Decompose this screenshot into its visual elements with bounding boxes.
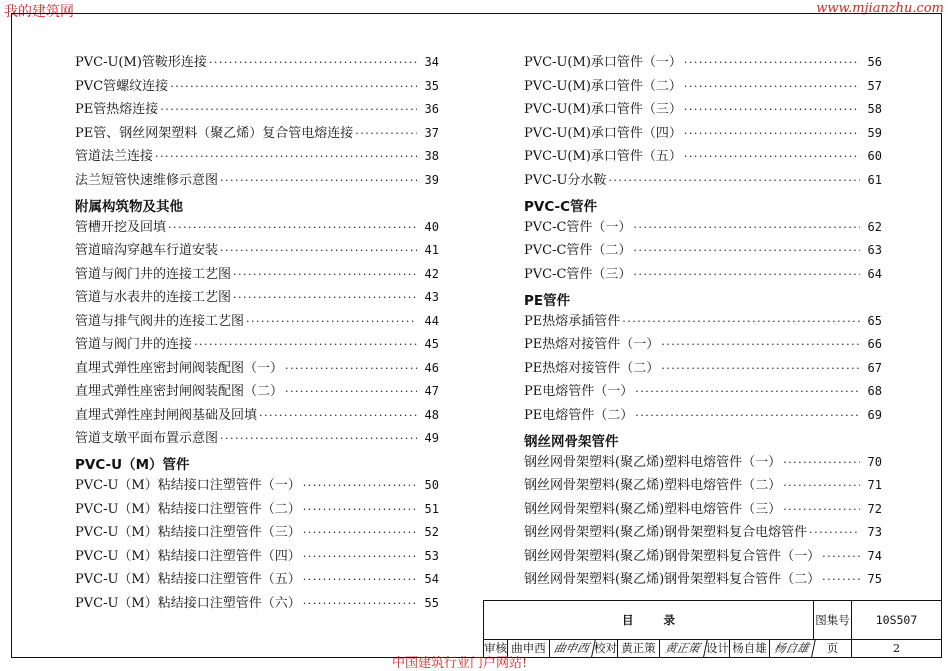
toc-entry xyxy=(524,122,882,146)
toc-dot-leader xyxy=(783,452,860,466)
toc-entry-title: 钢丝网骨架塑料(聚乙烯)塑料电熔管件（一） xyxy=(524,454,782,470)
toc-entry xyxy=(524,216,882,240)
toc-entry-page: 64 xyxy=(867,266,882,281)
toc-entry xyxy=(75,51,439,75)
toc-entry xyxy=(524,451,882,475)
toc-dot-leader xyxy=(168,217,417,231)
toc-dot-leader xyxy=(303,475,417,489)
reviewer-label: 审核 xyxy=(484,641,507,655)
toc-entry-page: 40 xyxy=(424,219,439,234)
toc-entry xyxy=(524,98,882,122)
toc-entry xyxy=(524,404,882,428)
toc-dot-leader xyxy=(220,240,417,254)
toc-entry xyxy=(524,498,882,522)
toc-dot-leader xyxy=(259,405,417,419)
toc-entry-title: PVC-U(M)承口管件（二） xyxy=(524,78,682,94)
toc-entry-page: 74 xyxy=(867,548,882,563)
toc-entry-page: 42 xyxy=(424,266,439,281)
toc-entry-page: 36 xyxy=(424,102,439,116)
toc-entry xyxy=(524,145,882,169)
toc-entry-title: 管道与水表井的连接工艺图 xyxy=(75,290,232,305)
toc-entry xyxy=(75,145,439,169)
toc-entry-page: 34 xyxy=(424,55,439,69)
title-block-title: 目录 xyxy=(484,601,814,639)
toc-entry xyxy=(524,521,882,545)
toc-dot-leader xyxy=(783,475,860,489)
toc-dot-leader xyxy=(684,76,860,90)
toc-entry-page: 50 xyxy=(424,478,439,492)
toc-dot-leader xyxy=(233,287,417,301)
toc-entry xyxy=(524,474,882,498)
toc-entry-page: 41 xyxy=(424,243,439,257)
toc-dot-leader xyxy=(160,99,417,113)
toc-section-heading: PE管件 xyxy=(524,292,571,309)
toc-dot-leader xyxy=(303,499,417,513)
toc-entry-title: PVC-U（M）粘结接口注塑管件（四） xyxy=(75,548,301,564)
toc-entry-title: 钢丝网骨架塑料(聚乙烯)塑料电熔管件（三） xyxy=(524,501,782,517)
toc-entry-page: 37 xyxy=(424,125,439,140)
toc-entry-title: PVC-U（M）粘结接口注塑管件（一） xyxy=(75,478,301,493)
toc-dot-leader xyxy=(684,52,860,66)
toc-dot-leader xyxy=(194,334,417,348)
toc-entry-title: PVC-U（M）粘结接口注塑管件（二） xyxy=(75,501,301,517)
toc-entry-title: 法兰短管快速维修示意图 xyxy=(75,172,219,188)
toc-entry-page: 63 xyxy=(867,243,882,257)
toc-dot-leader xyxy=(608,170,860,184)
toc-dot-leader xyxy=(661,358,860,372)
toc-dot-leader xyxy=(822,546,860,560)
toc-entry-title: PE热熔对接管件（二） xyxy=(524,360,660,376)
toc-dot-leader xyxy=(303,569,417,583)
toc-dot-leader xyxy=(622,311,860,325)
toc-entry xyxy=(75,380,439,404)
toc-entry xyxy=(75,521,439,545)
toc-dot-leader xyxy=(303,593,417,607)
toc-entry-page: 48 xyxy=(424,407,439,422)
toc-entry xyxy=(75,286,439,310)
toc-dot-leader xyxy=(285,381,417,395)
toc-entry-page: 66 xyxy=(867,337,882,351)
toc-dot-leader xyxy=(635,381,860,395)
toc-entry-title: PE电熔管件（一） xyxy=(524,384,634,399)
watermark-top-left: 我的建筑网 xyxy=(4,4,74,20)
toc-dot-leader xyxy=(684,123,860,137)
toc-entry xyxy=(75,545,439,569)
toc-dot-leader xyxy=(246,311,417,325)
toc-entry xyxy=(75,427,439,451)
toc-entry xyxy=(75,474,439,498)
toc-entry xyxy=(75,169,439,193)
toc-dot-leader xyxy=(170,76,417,90)
toc-entry xyxy=(75,568,439,592)
toc-dot-leader xyxy=(233,264,417,278)
toc-entry-page: 73 xyxy=(867,525,882,539)
toc-entry-title: 钢丝网骨架塑料(聚乙烯)塑料电熔管件（二） xyxy=(524,478,782,493)
toc-section-heading: 钢丝网骨架管件 xyxy=(524,433,619,450)
reviewer-name: 曲申西 xyxy=(508,639,550,657)
toc-entry-title: 管道暗沟穿越车行道安装 xyxy=(75,243,219,258)
toc-entry-title: PE管热熔连接 xyxy=(75,102,159,117)
toc-section-heading: PVC-U（M）管件 xyxy=(75,457,190,473)
toc-entry-page: 43 xyxy=(424,290,439,304)
toc-entry-page: 56 xyxy=(867,55,882,69)
toc-entry xyxy=(75,592,439,616)
toc-entry-title: 直埋式弹性座密封闸阀装配图（二） xyxy=(75,384,284,399)
toc-entry xyxy=(524,380,882,404)
toc-entry-page: 52 xyxy=(424,525,439,539)
toc-entry-page: 55 xyxy=(424,595,439,610)
toc-entry-page: 51 xyxy=(424,501,439,516)
toc-entry-page: 68 xyxy=(867,384,882,398)
toc-dot-leader xyxy=(633,217,860,231)
toc-entry xyxy=(75,122,439,146)
toc-entry-title: PE热熔承插管件 xyxy=(524,313,621,329)
toc-entry xyxy=(524,51,882,75)
toc-entry-page: 35 xyxy=(424,78,439,93)
checker-name: 黄正策 xyxy=(618,639,660,657)
toc-entry-page: 70 xyxy=(867,454,882,469)
toc-entry-page: 47 xyxy=(424,384,439,398)
toc-entry-page: 57 xyxy=(867,78,882,93)
reviewer-signature: 曲申西 xyxy=(548,639,596,657)
toc-entry xyxy=(75,310,439,334)
toc-section-heading: PVC-C管件 xyxy=(524,198,598,215)
toc-entry-title: PVC-U（M）粘结接口注塑管件（三） xyxy=(75,525,301,540)
toc-entry xyxy=(75,98,439,122)
toc-entry-page: 59 xyxy=(867,125,882,140)
toc-entry-title: PVC-U(M)管鞍形连接 xyxy=(75,55,207,70)
toc-entry xyxy=(75,263,439,287)
toc-right-column xyxy=(524,51,882,592)
toc-dot-leader xyxy=(684,146,860,160)
toc-dot-leader xyxy=(633,264,860,278)
toc-dot-leader xyxy=(155,146,417,160)
toc-entry-page: 71 xyxy=(867,478,882,492)
toc-entry-title: 管槽开挖及回填 xyxy=(75,219,167,235)
toc-entry-title: PVC-U（M）粘结接口注塑管件（五） xyxy=(75,572,301,587)
watermark-bottom: 中国建筑行业门户网站! xyxy=(392,656,528,671)
toc-entry-title: PVC-U(M)承口管件（五） xyxy=(524,149,682,164)
toc-entry-title: PE热熔对接管件（一） xyxy=(524,337,660,352)
watermark-top-right: www.mjianzhu.com xyxy=(816,1,944,16)
toc-dot-leader xyxy=(822,569,860,583)
checker-label: 校对 xyxy=(594,641,617,655)
page-number: 2 xyxy=(892,641,901,655)
toc-entry-title: PVC-U(M)承口管件（一） xyxy=(524,55,682,70)
toc-entry-title: PE管、钢丝网架塑料（聚乙烯）复合管电熔连接 xyxy=(75,125,354,141)
toc-entry xyxy=(524,239,882,263)
toc-entry xyxy=(75,216,439,240)
toc-entry xyxy=(524,568,882,592)
set-number-label: 图集号 xyxy=(814,601,852,639)
toc-entry-page: 38 xyxy=(424,149,439,163)
toc-entry-title: 管道与阀门井的连接工艺图 xyxy=(75,266,232,282)
checker-signature: 黄正策 xyxy=(658,639,708,657)
designer-signature: 杨自雄 xyxy=(768,639,816,657)
toc-entry-page: 49 xyxy=(424,431,439,445)
toc-entry-page: 62 xyxy=(867,219,882,234)
toc-entry-title: 直埋式弹性座密封闸阀装配图（一） xyxy=(75,360,284,376)
toc-entry-title: PVC-U（M）粘结接口注塑管件（六） xyxy=(75,595,301,611)
toc-entry-page: 75 xyxy=(867,572,882,586)
toc-entry xyxy=(75,404,439,428)
toc-entry-page: 58 xyxy=(867,102,882,116)
toc-entry xyxy=(524,263,882,287)
toc-dot-leader xyxy=(303,546,417,560)
toc-entry-title: 钢丝网骨架塑料(聚乙烯)钢骨架塑料复合管件（二） xyxy=(524,572,821,587)
toc-entry-title: 钢丝网骨架塑料(聚乙烯)钢骨架塑料复合管件（一） xyxy=(524,548,821,564)
toc-entry xyxy=(524,333,882,357)
toc-entry-title: PVC-U(M)承口管件（四） xyxy=(524,125,682,141)
toc-dot-leader xyxy=(684,99,860,113)
toc-entry-title: 钢丝网骨架塑料(聚乙烯)钢骨架塑料复合电熔管件 xyxy=(524,525,808,540)
toc-dot-leader xyxy=(661,334,860,348)
toc-entry-title: PVC管螺纹连接 xyxy=(75,78,169,94)
toc-dot-leader xyxy=(355,123,417,137)
toc-entry xyxy=(524,357,882,381)
toc-dot-leader xyxy=(220,428,417,442)
title-block xyxy=(483,600,942,658)
toc-entry-title: 管道法兰连接 xyxy=(75,149,154,164)
toc-entry-page: 54 xyxy=(424,572,439,586)
toc-entry-title: 管道与阀门井的连接 xyxy=(75,337,193,352)
toc-dot-leader xyxy=(220,170,417,184)
toc-entry-page: 67 xyxy=(867,360,882,375)
designer-name: 杨自雄 xyxy=(730,639,770,657)
toc-entry-title: 直埋式弹性座封闸阀基础及回填 xyxy=(75,407,258,423)
toc-entry-page: 46 xyxy=(424,360,439,375)
toc-entry-page: 69 xyxy=(867,407,882,422)
toc-dot-leader xyxy=(809,522,860,536)
toc-entry xyxy=(75,333,439,357)
toc-entry-page: 44 xyxy=(424,313,439,328)
toc-entry-title: PE电熔管件（二） xyxy=(524,407,634,423)
toc-dot-leader xyxy=(285,358,417,372)
toc-dot-leader xyxy=(633,240,860,254)
page-label: 页 xyxy=(814,639,852,657)
toc-entry xyxy=(75,239,439,263)
toc-entry xyxy=(75,498,439,522)
toc-entry-page: 60 xyxy=(867,149,882,163)
toc-entry-page: 39 xyxy=(424,172,439,187)
toc-section-heading: 附属构筑物及其他 xyxy=(75,198,183,215)
toc-entry-page: 61 xyxy=(867,172,882,187)
designer-label: 设计 xyxy=(706,641,729,655)
toc-entry xyxy=(524,310,882,334)
toc-entry-title: PVC-C管件（一） xyxy=(524,219,632,235)
toc-dot-leader xyxy=(635,405,860,419)
toc-entry-title: PVC-C管件（三） xyxy=(524,266,632,282)
toc-entry xyxy=(524,75,882,99)
toc-entry-title: PVC-U(M)承口管件（三） xyxy=(524,102,682,117)
toc-entry xyxy=(524,545,882,569)
toc-entry xyxy=(75,357,439,381)
toc-left-column xyxy=(75,51,439,615)
toc-entry-title: 管道与排气阀井的连接工艺图 xyxy=(75,313,245,329)
toc-entry-page: 53 xyxy=(424,548,439,563)
toc-entry-title: 管道支墩平面布置示意图 xyxy=(75,431,219,446)
toc-entry-title: PVC-U分水鞍 xyxy=(524,172,607,188)
toc-entry-page: 45 xyxy=(424,337,439,351)
toc-entry xyxy=(524,169,882,193)
toc-entry-title: PVC-C管件（二） xyxy=(524,243,632,258)
toc-dot-leader xyxy=(209,52,417,66)
toc-entry xyxy=(75,75,439,99)
toc-entry-page: 72 xyxy=(867,501,882,516)
toc-dot-leader xyxy=(303,522,417,536)
toc-entry-page: 65 xyxy=(867,313,882,328)
set-number-value: 10S507 xyxy=(875,613,918,627)
toc-dot-leader xyxy=(783,499,860,513)
